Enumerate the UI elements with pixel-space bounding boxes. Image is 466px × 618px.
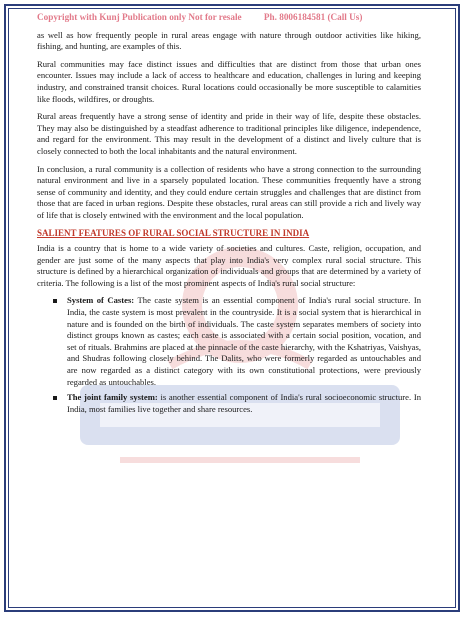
section-heading: SALIENT FEATURES OF RURAL SOCIAL STRUCTURE IN INDIA [37,227,310,238]
list-item-title: System of Castes: [67,295,135,306]
bullet-square-icon [53,396,57,400]
paragraph-rural-identity: Rural areas frequently have a strong sense of identity and pride in their way of life, despite these obstacles. They may also be distinguished by a steadfast adherence to traditional principles like diligence, independence, and regard for the environment. This may result in the development of a distinct and lively culture that is closely connected to both the local inhabitants and the natural environment. [37,111,421,156]
bullet-square-icon [53,299,57,303]
list-item [67,392,421,415]
paragraph-conclusion: In conclusion, a rural community is a collection of residents who have a strong connection to the surrounding natural environment and live in a sparsely populated location. These communities frequently have a strong sense of community and identity, and they could endure certain struggles and challenges that are distinct from those that are faced in urban regions. Despite these obstacles, rural areas can still provide a rich and lively way of life that is closely entwined with the environment and the local population. [37,163,421,220]
list-item [67,295,421,388]
list-item-title: The joint family system: [67,392,158,403]
paragraph-rural-issues: Rural communities may face distinct issues and difficulties that are distinct from those that urban ones encounter. Issues may include a lack of access to healthcare and education, challenges in luring and keeping industry, and constrained transit choices. Rural locations could occasionally be more susceptible to calamities like floods, wildfires, or droughts. [37,58,421,104]
copyright-text: Copyright with Kunj Publication only Not for resale [37,12,242,22]
phone-text: Ph. 8006184581 (Call Us) [263,12,363,22]
list-item-text: is another essential component of India's rural socioeconomic structure. In India, most families live together and share resources. [67,392,421,414]
section-intro: India is a country that is home to a wide variety of societies and cultures. Caste, religion, occupation, and gender are just some of the many aspects that play into India's very complex rural social structure. This structure is defined by a hierarchical organization of individuals and groups that are determined by a variety of criteria. The following is a list of the most prominent aspects of India's rural social structure: [37,243,421,288]
page-content [37,12,421,419]
feature-list [37,295,421,415]
copyright-header [37,12,421,24]
paragraph-continuation: as well as how frequently people in rural areas engage with nature through outdoor activities like hiking, fishing, and hunting, are examples of this. [37,29,421,52]
list-item-text: The caste system is an essential component of India's rural social structure. In India, the caste system is most prevalent in the countryside. It is a social system that is hierarchical in nature and is founded on the birth of individuals. The caste system separates members of society into distinct groups known as castes; each caste is associated with a certain social position, vocation, and set of rituals. Brahmins are placed at the pinnacle of the caste hierarchy, with the Kshatriyas, Vaishyas, and Shudras following closely behind. The Dalits, who were formerly regarded as untouchables and are now regarded as a distinct category with its own constitutional protections, were previously regarded as untouchables. [67,295,421,387]
